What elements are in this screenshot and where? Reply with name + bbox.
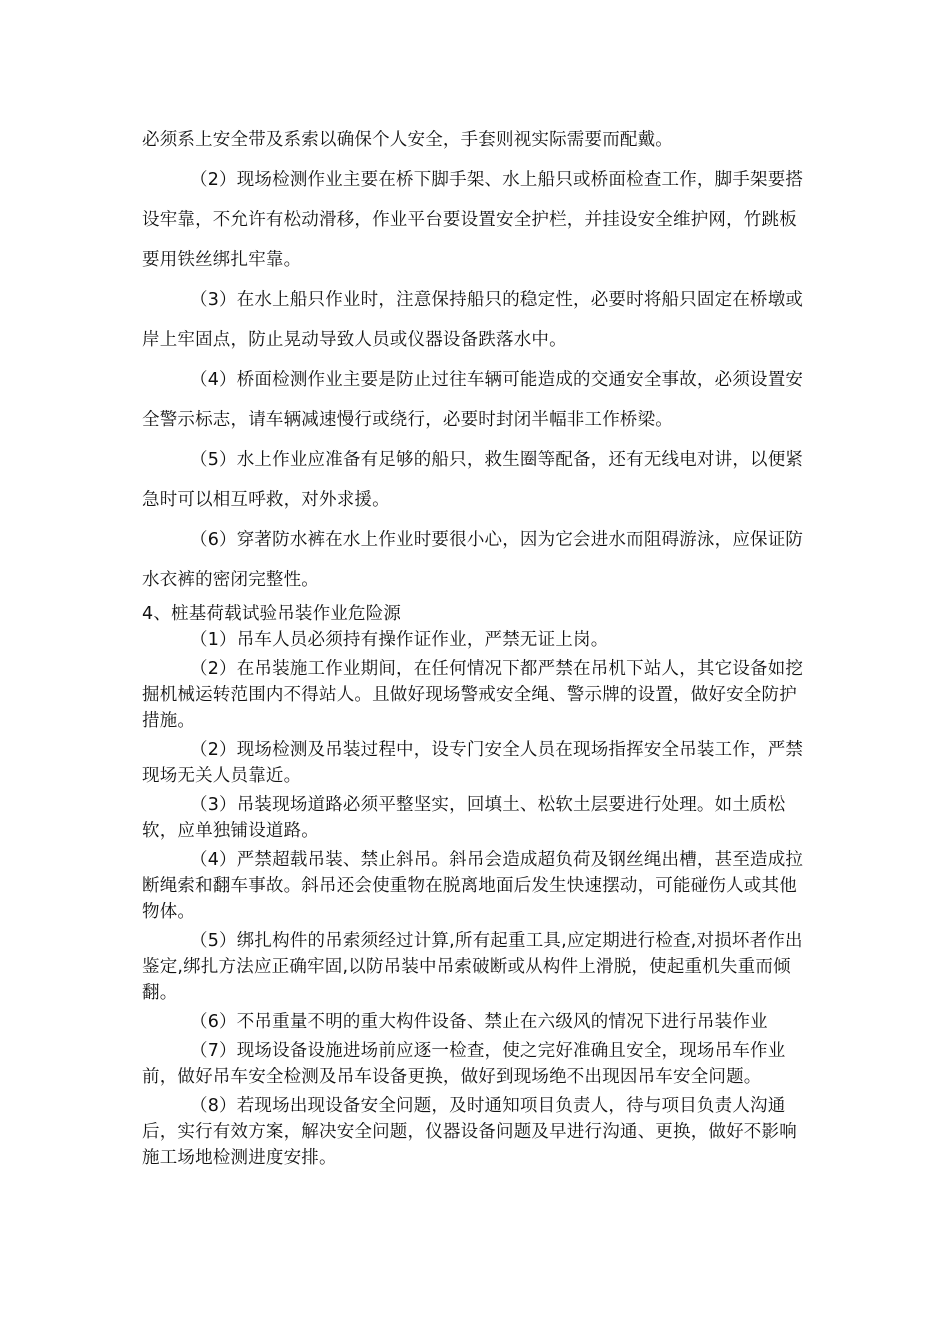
- paragraph-hoist-2b: （2）现场检测及吊装过程中，设专门安全人员在现场指挥安全吊装工作，严禁现场无关人员靠近。: [142, 740, 804, 786]
- paragraph-hoist-4: （4）严禁超载吊装、禁止斜吊。斜吊会造成超负荷及钢丝绳出槽，甚至造成拉断绳索和翻车事故。斜吊还会使重物在脱离地面后发生快速摆动，可能碰伤人或其他物体。: [142, 850, 804, 922]
- paragraph-item-4-bridge-deck: （4）桥面检测作业主要是防止过往车辆可能造成的交通安全事故，必须设置安全警示标志，请车辆减速慢行或绕行，必要时封闭半幅非工作桥梁。: [142, 370, 804, 430]
- paragraph-item-5-water-work: （5）水上作业应准备有足够的船只，救生圈等配备，还有无线电对讲，以便紧急时可以相互呼救，对外求援。: [142, 450, 804, 510]
- section-heading: 4、桩基荷载试验吊装作业危险源: [142, 604, 402, 624]
- paragraph-hoist-1: （1）吊车人员必须持有操作证作业，严禁无证上岗。: [190, 630, 609, 650]
- paragraph-hoist-2a: （2）在吊装施工作业期间，在任何情况下都严禁在吊机下站人，其它设备如挖掘机械运转范围内不得站人。且做好现场警戒安全绳、警示牌的设置，做好安全防护措施。: [142, 659, 804, 731]
- paragraph-hoist-6: （6）不吊重量不明的重大构件设备、禁止在六级风的情况下进行吊装作业: [190, 1012, 768, 1032]
- paragraph-hoist-7: （7）现场设备设施进场前应逐一检查，使之完好准确且安全，现场吊车作业前，做好吊车安全检测及吊车设备更换，做好到现场绝不出现因吊车安全问题。: [142, 1041, 786, 1087]
- paragraph-hoist-8: （8）若现场出现设备安全问题，及时通知项目负责人，待与项目负责人沟通后，实行有效方案，解决安全问题，仪器设备问题及早进行沟通、更换，做好不影响施工场地检测进度安排。: [142, 1096, 797, 1168]
- paragraph-hoist-3: （3）吊装现场道路必须平整坚实，回填土、松软土层要进行处理。如土质松软，应单独铺设道路。: [142, 795, 786, 841]
- paragraph-continuation: 必须系上安全带及系索以确保个人安全，手套则视实际需要而配戴。: [142, 130, 673, 150]
- paragraph-item-6-waterproof: （6）穿著防水裤在水上作业时要很小心，因为它会进水而阻碍游泳，应保证防水衣裤的密闭完整性。: [142, 530, 804, 590]
- hoisting-section: [142, 601, 810, 1171]
- paragraph-item-3-boat: （3）在水上船只作业时，注意保持船只的稳定性，必要时将船只固定在桥墩或岸上牢固点，防止晃动导致人员或仪器设备跌落水中。: [142, 290, 804, 350]
- paragraph-item-2-scaffold: （2）现场检测作业主要在桥下脚手架、水上船只或桥面检查工作，脚手架要搭设牢靠，不允许有松动滑移，作业平台要设置安全护栏，并挂设安全维护网，竹跳板要用铁丝绑扎牢靠。: [142, 170, 804, 270]
- paragraph-hoist-5: （5）绑扎构件的吊索须经过计算,所有起重工具,应定期进行检查,对损坏者作出鉴定,绑扎方法应正确牢固,以防吊装中吊索破断或从构件上滑脱，使起重机失重而倾翻。: [142, 931, 803, 1003]
- loose-section: [142, 120, 810, 600]
